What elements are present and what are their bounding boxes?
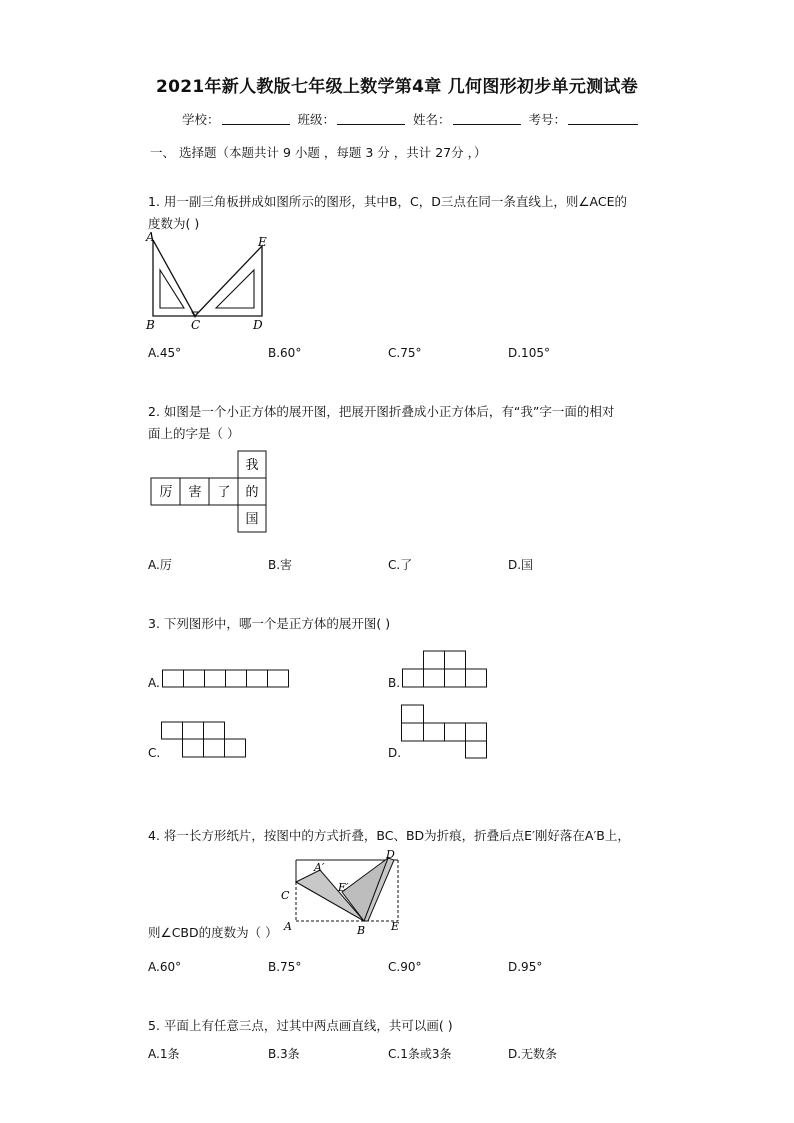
q5-text-line1: 5. 平面上有任意三点，过其中两点画直线，共可以画( ): [148, 1018, 453, 1033]
q4-text-line1: 4. 将一长方形纸片，按图中的方式折叠，BC、BD为折痕，折叠后点E′刚好落在A′B上，: [148, 828, 630, 843]
exam-no-blank[interactable]: [568, 110, 638, 125]
q3-option-b[interactable]: B.: [388, 676, 401, 690]
class-label: 班级：: [297, 112, 336, 127]
q4-label-e-prime: E′: [338, 881, 349, 894]
page-title: 2021年新人教版七年级上数学第4章 几何图形初步单元测试卷: [155, 77, 639, 97]
q4-label-d: D: [386, 848, 395, 861]
class-blank[interactable]: [337, 110, 405, 125]
q2-cell-de: 的: [245, 485, 259, 500]
q1-label-d: D: [253, 318, 263, 332]
q4-option-d[interactable]: D.95°: [508, 960, 543, 974]
q2-text-line2: 面上的字是（ ）: [148, 426, 240, 441]
q3-option-d[interactable]: D.: [388, 746, 402, 760]
q2-cell-guo: 国: [245, 512, 259, 527]
q4-label-e: E: [391, 920, 400, 933]
q3-figure-d: [400, 704, 492, 760]
q2-option-d[interactable]: D.国: [508, 558, 534, 572]
q1-label-c: C: [191, 318, 201, 332]
q3-figure-c: [160, 721, 250, 761]
school-label: 学校：: [182, 112, 220, 127]
q2-cell-wo: 我: [245, 458, 259, 473]
q4-option-b[interactable]: B.75°: [268, 960, 302, 974]
q1-option-b[interactable]: B.60°: [268, 346, 302, 360]
q1-label-b: B: [146, 318, 155, 332]
q4-label-a: A: [284, 920, 292, 933]
q2-text-line1: 2. 如图是一个小正方体的展开图，把展开图折叠成小正方体后，有“我”字一面的相对: [148, 404, 615, 419]
q1-label-e: E: [258, 235, 267, 249]
q2-cell-li: 厉: [159, 485, 173, 500]
q3-figure-b: [400, 650, 492, 690]
q5-option-d[interactable]: D.无数条: [508, 1047, 558, 1061]
exam-no-label: 考号：: [528, 112, 567, 127]
q5-option-a[interactable]: A.1条: [148, 1047, 180, 1061]
name-blank[interactable]: [453, 110, 521, 125]
q4-fold-figure: [280, 846, 405, 938]
q4-label-c: C: [281, 889, 290, 902]
school-blank[interactable]: [222, 110, 290, 125]
q1-label-a: A: [146, 230, 155, 244]
q2-cell-le: 了: [217, 485, 231, 500]
q1-option-c[interactable]: C.75°: [388, 346, 422, 360]
q3-figure-a: [162, 669, 292, 689]
q3-text-line1: 3. 下列图形中，哪一个是正方体的展开图( ): [148, 616, 391, 631]
q2-cube-net: [150, 450, 270, 536]
student-info-row: [182, 110, 646, 128]
q1-text-line2: 度数为( ): [148, 216, 200, 231]
q1-text-line1: 1. 用一副三角板拼成如图所示的图形，其中B，C，D三点在同一条直线上，则∠ACE的: [148, 194, 627, 209]
q2-option-b[interactable]: B.害: [268, 558, 293, 572]
q2-option-c[interactable]: C.了: [388, 558, 413, 572]
q4-label-b: B: [357, 924, 366, 937]
q1-option-a[interactable]: A.45°: [148, 346, 182, 360]
section-heading: 一、 选择题（本题共计 9 小题 ，每题 3 分 ，共计 27分 ，）: [150, 145, 487, 160]
q3-option-a[interactable]: A.: [148, 676, 160, 690]
q1-triangle-figure: [140, 228, 280, 336]
q4-option-a[interactable]: A.60°: [148, 960, 182, 974]
name-label: 姓名：: [413, 112, 451, 127]
q2-cell-hai: 害: [188, 485, 202, 500]
q5-option-b[interactable]: B.3条: [268, 1047, 300, 1061]
q4-text-line2: 则∠CBD的度数为（ ）: [148, 925, 278, 940]
q4-label-a-prime: A′: [314, 861, 325, 874]
q4-option-c[interactable]: C.90°: [388, 960, 422, 974]
q1-option-d[interactable]: D.105°: [508, 346, 550, 360]
q3-option-c[interactable]: C.: [148, 746, 161, 760]
q2-option-a[interactable]: A.厉: [148, 558, 172, 572]
q5-option-c[interactable]: C.1条或3条: [388, 1047, 452, 1061]
